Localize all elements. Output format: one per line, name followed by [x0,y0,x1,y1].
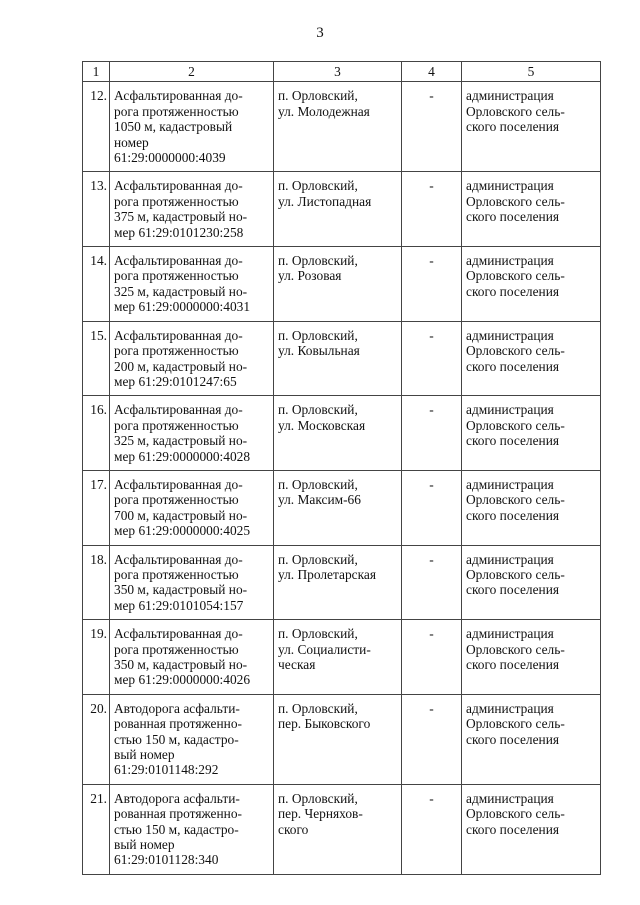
row-number: 20. [83,694,110,784]
address: п. Орловский, пер. Черняхов- ского [274,784,402,874]
table-row [83,694,601,784]
column-4-value: - [402,620,462,695]
owner: администрация Орловского сель- ского поселения [462,784,601,874]
object-description: Автодорога асфальти- рованная протяженно- стью 150 м, кадастро- вый номер 61:29:0101148:292 [110,694,274,784]
object-description: Асфальтированная до- рога протяженностью 200 м, кадастровый но- мер 61:29:0101247:65 [110,321,274,396]
owner: администрация Орловского сель- ского поселения [462,82,601,172]
object-description: Автодорога асфальти- рованная протяженно- стью 150 м, кадастро- вый номер 61:29:0101128:340 [110,784,274,874]
owner: администрация Орловского сель- ского поселения [462,396,601,471]
column-4-value: - [402,82,462,172]
address: п. Орловский, ул. Пролетарская [274,545,402,620]
owner: администрация Орловского сель- ского поселения [462,470,601,545]
address: п. Орловский, пер. Быковского [274,694,402,784]
row-number: 14. [83,247,110,322]
object-description: Асфальтированная до- рога протяженностью 350 м, кадастровый но- мер 61:29:0101054:157 [110,545,274,620]
object-description: Асфальтированная до- рога протяженностью 325 м, кадастровый но- мер 61:29:0000000:4031 [110,247,274,322]
object-description: Асфальтированная до- рога протяженностью 325 м, кадастровый но- мер 61:29:0000000:4028 [110,396,274,471]
owner: администрация Орловского сель- ского поселения [462,321,601,396]
table-row [83,470,601,545]
column-header-4: 4 [402,62,462,82]
object-description: Асфальтированная до- рога протяженностью 700 м, кадастровый но- мер 61:29:0000000:4025 [110,470,274,545]
address: п. Орловский, ул. Социалисти- ческая [274,620,402,695]
table-header-row [83,62,601,82]
column-4-value: - [402,694,462,784]
table-row [83,784,601,874]
owner: администрация Орловского сель- ского поселения [462,247,601,322]
owner: администрация Орловского сель- ского поселения [462,694,601,784]
row-number: 19. [83,620,110,695]
property-table [82,61,601,875]
owner: администрация Орловского сель- ского поселения [462,620,601,695]
table-row [83,396,601,471]
owner: администрация Орловского сель- ского поселения [462,545,601,620]
column-4-value: - [402,247,462,322]
table-row [83,545,601,620]
table-row [83,620,601,695]
table-row [83,247,601,322]
object-description: Асфальтированная до- рога протяженностью 1050 м, кадастровый номер 61:29:0000000:4039 [110,82,274,172]
table-row [83,82,601,172]
column-4-value: - [402,396,462,471]
address: п. Орловский, ул. Листопадная [274,172,402,247]
table-row [83,172,601,247]
address: п. Орловский, ул. Молодежная [274,82,402,172]
table-row [83,321,601,396]
column-header-3: 3 [274,62,402,82]
column-header-1: 1 [83,62,110,82]
row-number: 17. [83,470,110,545]
column-4-value: - [402,784,462,874]
row-number: 18. [83,545,110,620]
address: п. Орловский, ул. Московская [274,396,402,471]
object-description: Асфальтированная до- рога протяженностью 375 м, кадастровый но- мер 61:29:0101230:258 [110,172,274,247]
row-number: 15. [83,321,110,396]
row-number: 21. [83,784,110,874]
row-number: 12. [83,82,110,172]
address: п. Орловский, ул. Максим-66 [274,470,402,545]
address: п. Орловский, ул. Ковыльная [274,321,402,396]
column-4-value: - [402,172,462,247]
address: п. Орловский, ул. Розовая [274,247,402,322]
object-description: Асфальтированная до- рога протяженностью 350 м, кадастровый но- мер 61:29:0000000:4026 [110,620,274,695]
column-4-value: - [402,321,462,396]
column-4-value: - [402,470,462,545]
row-number: 13. [83,172,110,247]
row-number: 16. [83,396,110,471]
owner: администрация Орловского сель- ского поселения [462,172,601,247]
page-number: 3 [316,25,324,41]
column-4-value: - [402,545,462,620]
column-header-5: 5 [462,62,601,82]
column-header-2: 2 [110,62,274,82]
